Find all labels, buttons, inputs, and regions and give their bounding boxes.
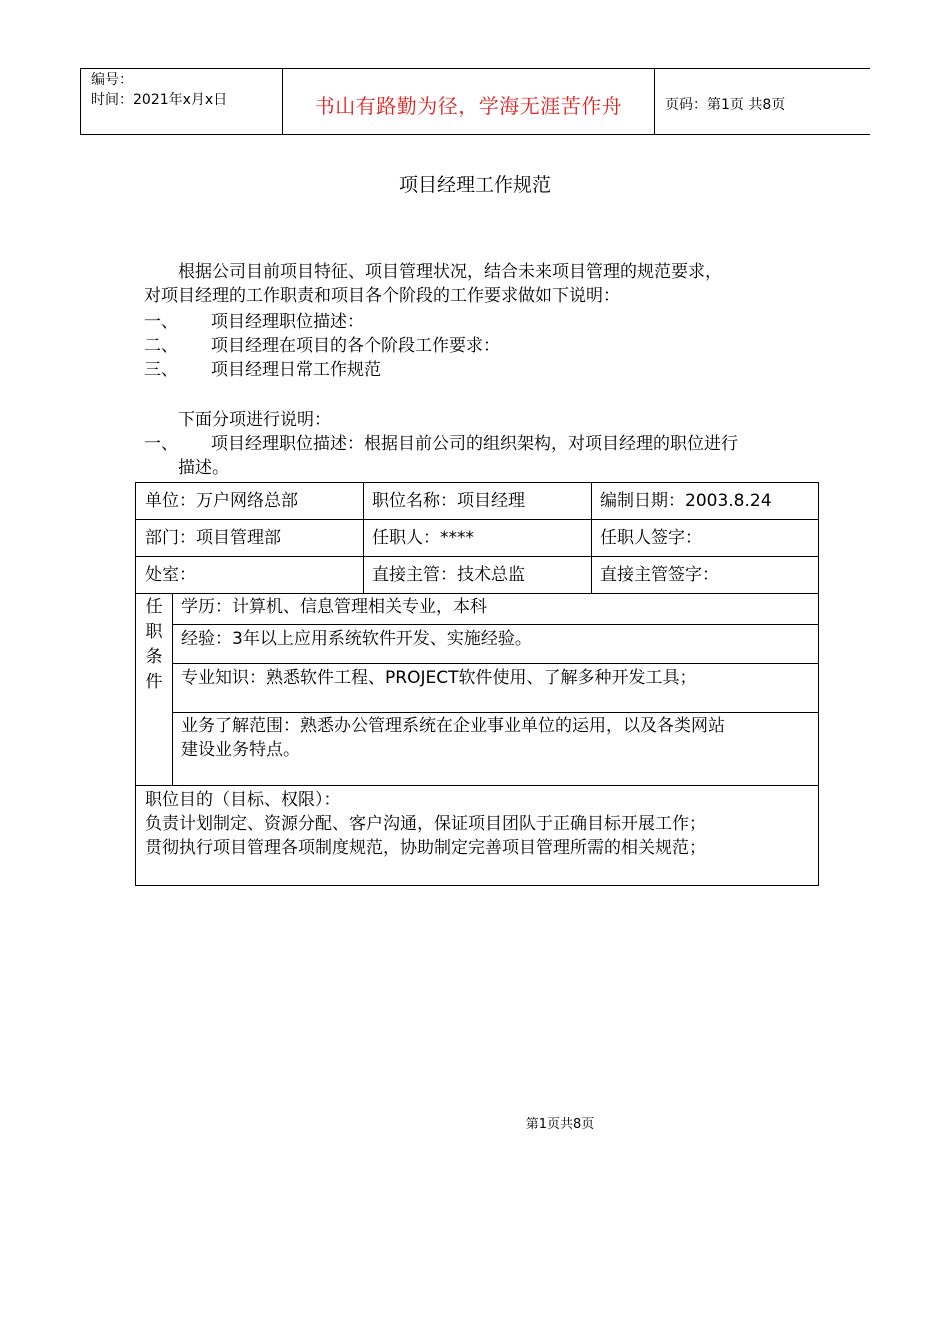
section-1-line-2: 描述。 [178, 458, 229, 478]
sub-intro: 下面分项进行说明： [178, 410, 331, 430]
knowledge-cell: 专业知识：熟悉软件工程、PROJECT软件使用、了解多种开发工具； [181, 668, 697, 688]
header-meta-cell [81, 69, 283, 134]
supervisor-signature-cell: 直接主管签字： [600, 565, 719, 585]
unit-cell: 单位：万户网络总部 [145, 491, 298, 511]
purpose-label: 职位目的（目标、权限）： [145, 790, 341, 810]
experience-cell: 经验：3年以上应用系统软件开发、实施经验。 [181, 629, 532, 649]
list-item-num-2: 二、 [144, 336, 178, 356]
education-cell: 学历：计算机、信息管理相关专业，本科 [181, 597, 487, 617]
table-rule [591, 483, 592, 593]
business-scope-line-2: 建设业务特点。 [181, 740, 300, 760]
table-rule [172, 663, 818, 664]
header-page-cell [655, 69, 870, 134]
table-rule [136, 519, 818, 520]
motto-text: 书山有路勤为径，学海无涯苦作舟 [314, 94, 623, 118]
section-1-num: 一、 [144, 434, 178, 454]
office-cell: 处室： [145, 565, 196, 585]
department-cell: 部门：项目管理部 [145, 528, 281, 548]
list-item-text-1: 项目经理职位描述： [211, 312, 364, 332]
business-scope-line-1: 业务了解范围：熟悉办公管理系统在企业事业单位的运用，以及各类网站 [181, 716, 725, 736]
job-description-table [135, 482, 819, 886]
qualification-label-char: 任 [145, 597, 163, 617]
list-item-num-3: 三、 [144, 360, 178, 380]
list-item-text-3: 项目经理日常工作规范 [211, 360, 381, 380]
list-item-text-2: 项目经理在项目的各个阶段工作要求： [211, 336, 500, 356]
page-footer: 第1页共8页 [525, 1117, 595, 1132]
table-rule [136, 593, 818, 594]
table-rule [363, 483, 364, 593]
purpose-line-2: 贯彻执行项目管理各项制度规范，协助制定完善项目管理所需的相关规范； [145, 838, 706, 858]
qualification-label-cell [136, 593, 172, 785]
page-info: 页码：第1页 共8页 [665, 97, 786, 113]
document-header [80, 68, 870, 135]
incumbent-signature-cell: 任职人签字： [600, 528, 702, 548]
time-label: 时间：2021年x月x日 [91, 92, 228, 108]
list-item-num-1: 一、 [144, 312, 178, 332]
supervisor-cell: 直接主管：技术总监 [372, 565, 525, 585]
qualification-label-char: 职 [145, 622, 163, 642]
page-title: 项目经理工作规范 [398, 174, 551, 196]
compile-date-cell: 编制日期：2003.8.24 [600, 491, 772, 511]
section-1-line-1: 项目经理职位描述：根据目前公司的组织架构，对项目经理的职位进行 [211, 434, 738, 454]
table-rule [172, 593, 173, 785]
table-rule [136, 556, 818, 557]
purpose-line-1: 负责计划制定、资源分配、客户沟通，保证项目团队于正确目标开展工作； [145, 814, 706, 834]
intro-line-2: 对项目经理的工作职责和项目各个阶段的工作要求做如下说明： [144, 286, 620, 306]
header-motto-cell [283, 69, 655, 134]
table-rule [172, 624, 818, 625]
table-rule [172, 712, 818, 713]
intro-line-1: 根据公司目前项目特征、项目管理状况，结合未来项目管理的规范要求， [178, 262, 722, 282]
incumbent-cell: 任职人：**** [372, 528, 474, 548]
qualification-label-char: 条 [145, 647, 163, 667]
table-rule [136, 785, 818, 786]
position-name-cell: 职位名称：项目经理 [372, 491, 525, 511]
code-label: 编号： [91, 72, 133, 88]
qualification-label-char: 件 [145, 672, 163, 692]
